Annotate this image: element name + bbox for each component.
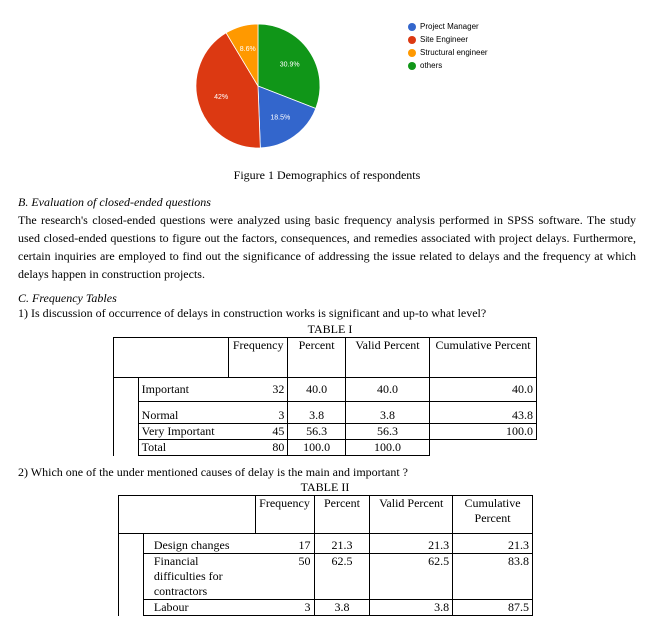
table-row-label: Total — [138, 440, 228, 456]
table-cell: 80 — [229, 440, 288, 456]
legend-item-site-engineer — [408, 33, 488, 46]
table-row — [114, 440, 537, 456]
table-header-row — [114, 338, 537, 378]
table-cell: 43.8 — [430, 402, 537, 424]
table-header-cell: Frequency — [229, 338, 288, 378]
frequency-table-1 — [113, 337, 537, 456]
section-c-heading: C. Frequency Tables — [18, 291, 117, 305]
question-1: 1) Is discussion of occurrence of delays in construction works is significant and up-to what level? — [18, 306, 487, 320]
table-cell: 3 — [229, 402, 288, 424]
section-b-heading: B. Evaluation of closed-ended questions — [18, 195, 211, 209]
frequency-table-2 — [118, 495, 533, 616]
table-cell: 100.0 — [430, 424, 537, 440]
table-cell: 45 — [229, 424, 288, 440]
table-header-cell: Valid Percent — [370, 496, 453, 534]
table-cell: 40.0 — [288, 378, 346, 402]
table-cell: 56.3 — [288, 424, 346, 440]
legend-dot-icon — [408, 23, 416, 31]
legend-dot-icon — [408, 49, 416, 57]
pie-data-label: 42% — [214, 93, 229, 101]
table-row — [114, 424, 537, 440]
table-header-cell: Percent — [288, 338, 346, 378]
legend-dot-icon — [408, 36, 416, 44]
table-cell: 100.0 — [345, 440, 429, 456]
table-row-label: Very Important — [138, 424, 228, 440]
table-cell: 56.3 — [345, 424, 429, 440]
pie-legend — [408, 20, 488, 72]
figure-caption: Figure 1 Demographics of respondents — [233, 168, 421, 182]
pie-data-label: 30.9% — [279, 61, 300, 69]
table-cell: 17 — [255, 534, 314, 554]
table-cell: 3.8 — [345, 402, 429, 424]
table-cell: 21.3 — [314, 534, 370, 554]
table-header-cell: Cumulative Percent — [430, 338, 537, 378]
legend-dot-icon — [408, 62, 416, 70]
table-corner-cell — [119, 496, 256, 534]
table-cell: 83.8 — [453, 554, 533, 600]
table-cell — [430, 440, 537, 456]
table-cell: 21.3 — [453, 534, 533, 554]
table2-caption: TABLE II — [300, 480, 350, 494]
table-cell: 87.5 — [453, 600, 533, 616]
pie-data-label: 8.6% — [239, 45, 256, 53]
table-cell: 40.0 — [430, 378, 537, 402]
table-header-cell: Valid Percent — [345, 338, 429, 378]
pie-data-label: 18.5% — [270, 114, 291, 122]
table-header-row — [119, 496, 533, 534]
table-cell: 50 — [255, 554, 314, 600]
table-row — [114, 378, 537, 402]
table-cell: 21.3 — [370, 534, 453, 554]
table-row-label: Normal — [138, 402, 228, 424]
legend-item-project-manager — [408, 20, 488, 33]
table-row-label: Financial difficulties for contractors — [143, 554, 255, 600]
section-b-paragraph: The research's closed-ended questions were analyzed using basic frequency analysis performed in SPSS software. The study used closed-ended questions to figure out the factors, consequences, and remedies associated with project delays. Furthermore, certain inquiries are employed to find out the significance of addressing the issue related to delays and the frequency at which delays happen in construction projects. — [18, 213, 636, 281]
legend-label: Structural engineer — [420, 48, 488, 57]
table-cell: 3.8 — [370, 600, 453, 616]
table-cell: 40.0 — [345, 378, 429, 402]
table-cell: 62.5 — [370, 554, 453, 600]
table-row-label: Labour — [143, 600, 255, 616]
table1-caption: TABLE I — [307, 322, 353, 336]
table-header-cell: Frequency — [255, 496, 314, 534]
question-2: 2) Which one of the under mentioned causes of delay is the main and important ? — [18, 465, 408, 479]
legend-item-others — [408, 59, 488, 72]
table-cell: 3.8 — [288, 402, 346, 424]
table-cell: 3 — [255, 600, 314, 616]
legend-label: Project Manager — [420, 22, 479, 31]
table-cell: 3.8 — [314, 600, 370, 616]
table-row — [119, 534, 533, 554]
legend-label: Site Engineer — [420, 35, 469, 44]
table-row — [114, 402, 537, 424]
table-group-cell — [119, 534, 144, 616]
demographics-pie-chart — [190, 18, 326, 154]
legend-label: others — [420, 61, 443, 70]
legend-item-structural-engineer — [408, 46, 488, 59]
table-cell: 32 — [229, 378, 288, 402]
table-cell: 100.0 — [288, 440, 346, 456]
table-row-label: Design changes — [143, 534, 255, 554]
table-header-cell: Percent — [314, 496, 370, 534]
table-row — [119, 554, 533, 600]
table-row — [119, 600, 533, 616]
table-header-cell: Cumulative Percent — [453, 496, 533, 534]
table-cell: 62.5 — [314, 554, 370, 600]
table-row-label: Important — [138, 378, 228, 402]
table-corner-cell — [114, 338, 229, 378]
table-group-cell — [114, 378, 139, 456]
